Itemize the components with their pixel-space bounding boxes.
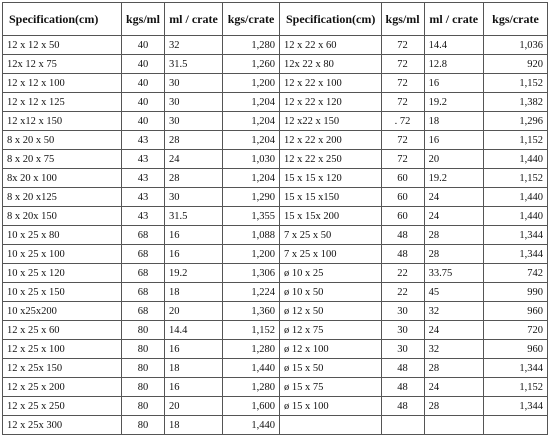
kgs-ml-cell: 48: [381, 397, 424, 416]
kgs-ml-cell: 22: [381, 264, 424, 283]
table-row: [280, 359, 548, 378]
kgs-crate-cell: 1,360: [223, 302, 280, 321]
ml-crate-cell: 19.2: [424, 169, 483, 188]
ml-crate-cell: 28: [424, 397, 483, 416]
kgs-ml-cell: 40: [122, 36, 165, 55]
kgs-ml-cell: 43: [122, 150, 165, 169]
spec-cell: 10 x 25 x 100: [3, 245, 122, 264]
kgs-ml-cell: 40: [122, 74, 165, 93]
spec-cell: ø 15 x 75: [280, 378, 382, 397]
kgs-crate-cell: 1,440: [483, 150, 547, 169]
kgs-ml-cell: 72: [381, 150, 424, 169]
spec-cell: 12 x 22 x 100: [280, 74, 382, 93]
left-spec-table: [2, 2, 280, 435]
ml-crate-cell: 18: [165, 283, 223, 302]
kgs-crate-cell: 1,290: [223, 188, 280, 207]
header-ml-crate: ml / crate: [424, 3, 483, 36]
ml-crate-cell: 32: [165, 36, 223, 55]
kgs-crate-cell: 720: [483, 321, 547, 340]
kgs-crate-cell: [483, 416, 547, 435]
spec-cell: 12 x 12 x 125: [3, 93, 122, 112]
spec-cell: 8 x 20x 150: [3, 207, 122, 226]
ml-crate-cell: 33.75: [424, 264, 483, 283]
ml-crate-cell: 20: [424, 150, 483, 169]
ml-crate-cell: 24: [424, 188, 483, 207]
table-row: [280, 378, 548, 397]
kgs-crate-cell: 1,344: [483, 226, 547, 245]
ml-crate-cell: 14.4: [424, 36, 483, 55]
kgs-crate-cell: 1,440: [223, 359, 280, 378]
spec-cell: ø 10 x 25: [280, 264, 382, 283]
ml-crate-cell: 28: [165, 131, 223, 150]
header-kgs-ml: kgs/ml: [122, 3, 165, 36]
table-row: [3, 226, 280, 245]
table-row: [280, 74, 548, 93]
header-ml-crate: ml / crate: [165, 3, 223, 36]
ml-crate-cell: 30: [165, 188, 223, 207]
kgs-ml-cell: 80: [122, 397, 165, 416]
kgs-crate-cell: 1,280: [223, 378, 280, 397]
ml-crate-cell: 28: [424, 245, 483, 264]
kgs-ml-cell: 48: [381, 359, 424, 378]
spec-cell: ø 15 x 50: [280, 359, 382, 378]
kgs-crate-cell: 1,280: [223, 340, 280, 359]
header-specification: Specification(cm): [3, 3, 122, 36]
kgs-ml-cell: 68: [122, 283, 165, 302]
kgs-crate-cell: 990: [483, 283, 547, 302]
ml-crate-cell: 16: [424, 131, 483, 150]
kgs-ml-cell: 80: [122, 340, 165, 359]
ml-crate-cell: 16: [165, 226, 223, 245]
table-row: [280, 245, 548, 264]
kgs-ml-cell: 48: [381, 378, 424, 397]
header-row: [280, 3, 548, 36]
ml-crate-cell: 31.5: [165, 207, 223, 226]
spec-cell: ø 12 x 100: [280, 340, 382, 359]
kgs-ml-cell: [381, 416, 424, 435]
ml-crate-cell: 45: [424, 283, 483, 302]
kgs-crate-cell: 1,296: [483, 112, 547, 131]
table-row: [280, 36, 548, 55]
table-row: [3, 112, 280, 131]
kgs-crate-cell: 1,204: [223, 93, 280, 112]
table-row: [3, 359, 280, 378]
kgs-crate-cell: 960: [483, 302, 547, 321]
kgs-crate-cell: 920: [483, 55, 547, 74]
ml-crate-cell: 32: [424, 302, 483, 321]
spec-cell: 12 x 25 x 250: [3, 397, 122, 416]
kgs-crate-cell: 1,200: [223, 74, 280, 93]
table-row: [3, 188, 280, 207]
spec-cell: 8x 20 x 100: [3, 169, 122, 188]
spec-cell: 10 x 25 x 80: [3, 226, 122, 245]
table-row: [3, 416, 280, 435]
kgs-ml-cell: 72: [381, 74, 424, 93]
spec-cell: 12 x 25x 300: [3, 416, 122, 435]
kgs-crate-cell: 1,440: [223, 416, 280, 435]
spec-cell: 12x 22 x 80: [280, 55, 382, 74]
spec-cell: 12 x12 x 150: [3, 112, 122, 131]
kgs-crate-cell: 1,152: [223, 321, 280, 340]
ml-crate-cell: 24: [424, 378, 483, 397]
spec-cell: 12 x 22 x 60: [280, 36, 382, 55]
right-spec-table: [279, 2, 548, 435]
table-row: [3, 36, 280, 55]
table-row: [280, 207, 548, 226]
ml-crate-cell: [424, 416, 483, 435]
table-row: [3, 74, 280, 93]
table-row: [280, 112, 548, 131]
kgs-ml-cell: 43: [122, 131, 165, 150]
table-row: [280, 302, 548, 321]
kgs-ml-cell: 40: [122, 93, 165, 112]
kgs-crate-cell: 1,440: [483, 188, 547, 207]
table-row: [3, 169, 280, 188]
spec-cell: 12 x 22 x 250: [280, 150, 382, 169]
kgs-ml-cell: 22: [381, 283, 424, 302]
spec-cell: ø 12 x 75: [280, 321, 382, 340]
kgs-ml-cell: 48: [381, 226, 424, 245]
kgs-crate-cell: 1,204: [223, 131, 280, 150]
table-row: [280, 131, 548, 150]
kgs-ml-cell: 68: [122, 245, 165, 264]
spec-cell: 10 x 25 x 150: [3, 283, 122, 302]
spec-cell: ø 12 x 50: [280, 302, 382, 321]
spec-cell: ø 15 x 100: [280, 397, 382, 416]
spec-cell: 12 x 12 x 100: [3, 74, 122, 93]
kgs-crate-cell: 1,260: [223, 55, 280, 74]
ml-crate-cell: 14.4: [165, 321, 223, 340]
spec-cell: 10 x25x200: [3, 302, 122, 321]
kgs-crate-cell: 960: [483, 340, 547, 359]
spec-cell: [280, 416, 382, 435]
spec-cell: 12x 12 x 75: [3, 55, 122, 74]
kgs-ml-cell: 43: [122, 207, 165, 226]
kgs-crate-cell: 1,600: [223, 397, 280, 416]
kgs-ml-cell: 68: [122, 302, 165, 321]
ml-crate-cell: 20: [165, 397, 223, 416]
table-row: [280, 188, 548, 207]
table-row: [280, 321, 548, 340]
table-row: [3, 150, 280, 169]
ml-crate-cell: 16: [424, 74, 483, 93]
kgs-crate-cell: 1,152: [483, 131, 547, 150]
spec-cell: 15 x 15x 200: [280, 207, 382, 226]
kgs-crate-cell: 1,152: [483, 169, 547, 188]
ml-crate-cell: 32: [424, 340, 483, 359]
table-row: [280, 264, 548, 283]
kgs-ml-cell: 40: [122, 55, 165, 74]
spec-cell: 12 x 25x 150: [3, 359, 122, 378]
table-row: [3, 340, 280, 359]
table-row: [3, 321, 280, 340]
kgs-ml-cell: 60: [381, 207, 424, 226]
header-row: [3, 3, 280, 36]
ml-crate-cell: 20: [165, 302, 223, 321]
kgs-ml-cell: 30: [381, 321, 424, 340]
table-row: [280, 93, 548, 112]
kgs-crate-cell: 1,344: [483, 397, 547, 416]
kgs-crate-cell: 1,306: [223, 264, 280, 283]
ml-crate-cell: 19.2: [165, 264, 223, 283]
kgs-crate-cell: 1,382: [483, 93, 547, 112]
kgs-ml-cell: 80: [122, 359, 165, 378]
table-row: [3, 207, 280, 226]
spec-cell: 12 x 25 x 100: [3, 340, 122, 359]
spec-cell: 12 x 22 x 120: [280, 93, 382, 112]
kgs-crate-cell: 1,344: [483, 245, 547, 264]
table-row: [3, 131, 280, 150]
ml-crate-cell: 16: [165, 245, 223, 264]
kgs-ml-cell: 60: [381, 169, 424, 188]
ml-crate-cell: 16: [165, 378, 223, 397]
spec-cell: 8 x 20 x 50: [3, 131, 122, 150]
table-row: [3, 397, 280, 416]
spec-cell: 8 x 20 x125: [3, 188, 122, 207]
kgs-ml-cell: 30: [381, 340, 424, 359]
kgs-ml-cell: 43: [122, 169, 165, 188]
kgs-crate-cell: 1,036: [483, 36, 547, 55]
spec-cell: 7 x 25 x 100: [280, 245, 382, 264]
kgs-ml-cell: 72: [381, 55, 424, 74]
ml-crate-cell: 30: [165, 112, 223, 131]
ml-crate-cell: 31.5: [165, 55, 223, 74]
ml-crate-cell: 30: [165, 74, 223, 93]
spec-cell: 15 x 15 x150: [280, 188, 382, 207]
kgs-crate-cell: 742: [483, 264, 547, 283]
header-kgs-crate: kgs/crate: [483, 3, 547, 36]
header-specification: Specification(cm): [280, 3, 382, 36]
table-row: [280, 226, 548, 245]
ml-crate-cell: 30: [165, 93, 223, 112]
spec-cell: 12 x 12 x 50: [3, 36, 122, 55]
ml-crate-cell: 28: [424, 226, 483, 245]
kgs-ml-cell: 40: [122, 112, 165, 131]
ml-crate-cell: 16: [165, 340, 223, 359]
kgs-crate-cell: 1,030: [223, 150, 280, 169]
spec-cell: 8 x 20 x 75: [3, 150, 122, 169]
ml-crate-cell: 24: [424, 207, 483, 226]
kgs-crate-cell: 1,152: [483, 378, 547, 397]
spec-cell: ø 10 x 50: [280, 283, 382, 302]
ml-crate-cell: 28: [165, 169, 223, 188]
kgs-ml-cell: 60: [381, 188, 424, 207]
table-row: [280, 169, 548, 188]
ml-crate-cell: 18: [165, 359, 223, 378]
kgs-ml-cell: 80: [122, 416, 165, 435]
spec-cell: 12 x22 x 150: [280, 112, 382, 131]
kgs-ml-cell: 43: [122, 188, 165, 207]
ml-crate-cell: 12.8: [424, 55, 483, 74]
spec-tables: [2, 2, 548, 434]
table-row: [3, 378, 280, 397]
kgs-ml-cell: 48: [381, 245, 424, 264]
header-kgs-ml: kgs/ml: [381, 3, 424, 36]
ml-crate-cell: 28: [424, 359, 483, 378]
kgs-ml-cell: 72: [381, 93, 424, 112]
kgs-ml-cell: 72: [381, 36, 424, 55]
kgs-crate-cell: 1,152: [483, 74, 547, 93]
table-row: [3, 93, 280, 112]
table-row: [280, 283, 548, 302]
ml-crate-cell: 19.2: [424, 93, 483, 112]
kgs-ml-cell: 68: [122, 226, 165, 245]
header-kgs-crate: kgs/crate: [223, 3, 280, 36]
spec-cell: 7 x 25 x 50: [280, 226, 382, 245]
kgs-crate-cell: 1,355: [223, 207, 280, 226]
table-row: [3, 264, 280, 283]
table-row: [280, 340, 548, 359]
kgs-crate-cell: 1,344: [483, 359, 547, 378]
spec-cell: 15 x 15 x 120: [280, 169, 382, 188]
kgs-crate-cell: 1,088: [223, 226, 280, 245]
kgs-crate-cell: 1,280: [223, 36, 280, 55]
spec-cell: 12 x 25 x 200: [3, 378, 122, 397]
spec-cell: 12 x 22 x 200: [280, 131, 382, 150]
table-row: [280, 397, 548, 416]
kgs-ml-cell: 30: [381, 302, 424, 321]
kgs-crate-cell: 1,204: [223, 112, 280, 131]
table-row: [280, 416, 548, 435]
table-row: [3, 283, 280, 302]
kgs-crate-cell: 1,224: [223, 283, 280, 302]
ml-crate-cell: 18: [165, 416, 223, 435]
ml-crate-cell: 18: [424, 112, 483, 131]
table-row: [3, 245, 280, 264]
kgs-crate-cell: 1,440: [483, 207, 547, 226]
ml-crate-cell: 24: [165, 150, 223, 169]
table-row: [3, 55, 280, 74]
table-row: [280, 150, 548, 169]
kgs-ml-cell: 80: [122, 378, 165, 397]
table-row: [280, 55, 548, 74]
spec-cell: 10 x 25 x 120: [3, 264, 122, 283]
kgs-ml-cell: 80: [122, 321, 165, 340]
spec-cell: 12 x 25 x 60: [3, 321, 122, 340]
ml-crate-cell: 24: [424, 321, 483, 340]
table-row: [3, 302, 280, 321]
kgs-crate-cell: 1,200: [223, 245, 280, 264]
kgs-ml-cell: 72: [381, 131, 424, 150]
kgs-crate-cell: 1,204: [223, 169, 280, 188]
kgs-ml-cell: 68: [122, 264, 165, 283]
kgs-ml-cell: . 72: [381, 112, 424, 131]
